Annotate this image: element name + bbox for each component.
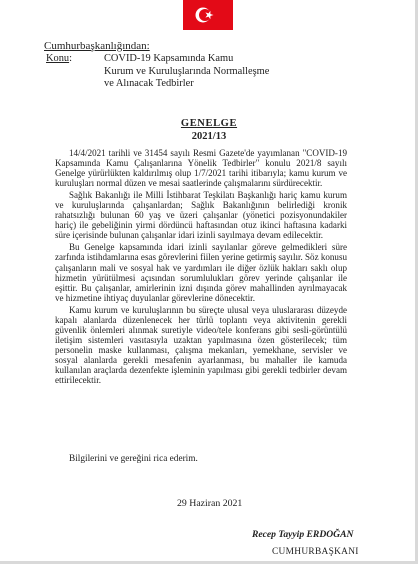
paragraph: Sağlık Bakanlığı ile Milli İstihbarat Teşkilatı Başkanlığı hariç kamu kurum ve kuruluşlarında çalışanlardan; Sağlık Bakanlığının belirlediği kronik rahatsızlığı bulunan 60 yaş ve üzeri çalışanlar (yönetici pozisyonundakiler hariç) ile gebeliğinin yirmi dördüncü haftasından otuz ikinci haftasına kadarki süre içerisinde bulunan çalışanlar idari izinli sayılmaya devam edilecektir.: [55, 190, 347, 241]
paragraph: 14/4/2021 tarihli ve 31454 sayılı Resmi Gazete'de yayımlanan "COVID-19 Kapsamında Kamu Çalışanlarına Yönelik Tedbirler" konulu 2021/8 sayılı Genelge yürürlükten kaldırılmış olup 1/7/2021 tarihi itibarıyla; kamu kurum ve kuruluşları normal düzen ve mesai saatlerinde çalışmalarını sürdürecektir.: [55, 148, 347, 189]
subject-label: Konu:: [46, 53, 72, 65]
subject-line: ve Alınacak Tedbirler: [104, 78, 194, 90]
paragraph: Kamu kurum ve kuruluşlarının bu süreçte ulusal veya uluslararası düzeyde kapalı alanlarda düzenlenecek her türlü toplantı veya aktivitenin gerekli güvenlik önlemleri alınmak suretiyle video/tele konferans gibi sesli-görüntülü iletişim sistemleri vasıtasıyla uzaktan yapılmasına özen gösterilecek; tüm personelin maske kullanması, çalışma mekanları, yemekhane, servisler ve sosyal alanlarda gerekli mesafenin ayarlanması, bu mahaller ile kamuda kullanılan araçlarda dezenfekte işleminin yapılması gibi gerekli tedbirler devam ettirilecektir.: [55, 304, 347, 386]
subject-row: [44, 53, 269, 90]
subject-text: [104, 53, 269, 90]
subject-line: COVID-19 Kapsamında Kamu: [104, 53, 234, 65]
circular-heading: GENELGE: [180, 118, 238, 129]
signer-name: Recep Tayyip ERDOĞAN: [252, 529, 354, 540]
closing-line: Bilgilerini ve gereğini rica ederim.: [69, 454, 198, 464]
paragraph: Bu Genelge kapsamında idari izinli sayılanlar göreve gelmedikleri süre zarfında istihdamlarına esas görevlerini fiilen yerine getirmiş sayılır. Söz konusu çalışanların mali ve sosyal hak ve yardımları ile diğer özlük hakları saklı olup hizmetin yürütülmesi açısından sorumlulukları görev yerinde çalışanlar ile eşittir. Bu çalışanlar, amirlerinin izni dışında görev mahallinden ayrılmayacak ve hizmetine ihtiyaç duyulanlar görevlerine dönecektir.: [55, 242, 347, 303]
issuer-line: Cumhurbaşkanlığından:: [44, 40, 150, 52]
turkish-flag-icon: [183, 0, 233, 30]
signer-title: CUMHURBAŞKANI: [272, 547, 359, 557]
subject-line: Kurum ve Kuruluşlarında Normalleşme: [104, 65, 270, 77]
circular-body: [55, 148, 347, 387]
circular-number: 2021/13: [191, 130, 227, 142]
document-header: [44, 40, 269, 91]
circular-title: [0, 118, 418, 143]
document-date: 29 Haziran 2021: [177, 498, 243, 509]
